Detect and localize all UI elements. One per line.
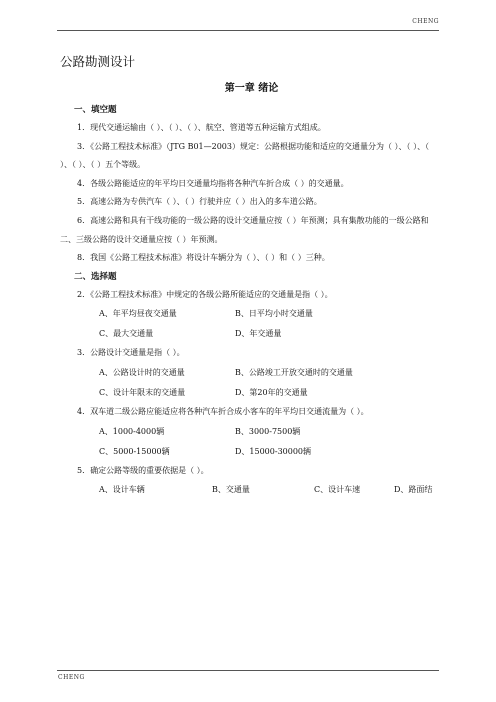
option-a: A、1000-4000辆 (99, 426, 165, 436)
option-row (60, 480, 443, 500)
section-title-choice: 二、选择题 (74, 271, 117, 282)
question-8: 8．我国《公路工程技术标准》将设计车辆分为（ ）、（ ）和（ ）三种。 (77, 253, 330, 263)
option-row (60, 304, 443, 324)
choice-question-4: 4．双车道二级公路应能适应将各种汽车折合成小客车的年平均日交通流量为（ ）。 (77, 406, 369, 416)
choice-question-3: 3．公路设计交通量是指（ ）。 (77, 348, 185, 358)
option-c: C、5000-15000辆 (99, 446, 170, 456)
option-d: D、年交通量 (235, 329, 282, 339)
option-b: B、日平均小时交通量 (235, 309, 313, 319)
option-a: A、年平均昼夜交通量 (99, 309, 177, 319)
document-title: 公路勘测设计 (60, 54, 136, 69)
option-row (60, 422, 443, 442)
choice-question-5: 5．确定公路等级的重要依据是（ ）。 (77, 465, 209, 475)
header-rule (57, 30, 439, 31)
footer-rule (57, 670, 439, 671)
question-6: 6．高速公路和具有干线功能的一级公路的设计交通量应按（ ）年预测；具有集散功能的一级公路和二、三级公路的设计交通量应按（ ）年预测。 (60, 215, 429, 244)
document-body (60, 51, 443, 500)
chapter-heading: 第一章 绪论 (224, 83, 279, 94)
option-d: D、第20年的交通量 (235, 387, 308, 397)
header-tag: CHENG (412, 18, 439, 25)
option-d: D、路面结 (394, 485, 433, 495)
option-a: A、设计车辆 (99, 485, 145, 495)
option-c: C、最大交通量 (99, 329, 154, 339)
option-b: B、交通量 (212, 485, 250, 495)
question-3: 3．《公路工程技术标准》（JTG B01—2003）规定：公路根据功能和适应的交通量分为（ ）、（ ）、（ ）、（ ）、（ ）五个等级。 (60, 141, 430, 170)
option-row (60, 383, 443, 403)
option-c: C、设计车速 (314, 485, 361, 495)
option-c: C、设计年限末的交通量 (99, 387, 186, 397)
section-title-fill: 一、填空题 (74, 105, 117, 115)
question-4: 4．各级公路能适应的年平均日交通量均指将各种汽车折合成（ ）的交通量。 (77, 178, 349, 188)
question-1: 1．现代交通运输由（ ）、（ ）、（ ）、航空、管道等五种运输方式组成。 (77, 123, 326, 132)
option-a: A、公路设计时的交通量 (99, 367, 185, 377)
option-row (60, 363, 443, 383)
option-row (60, 442, 443, 462)
footer-tag: CHENG (58, 674, 85, 681)
option-b: B、3000-7500辆 (235, 426, 301, 436)
option-b: B、公路竣工开放交通时的交通量 (235, 367, 353, 377)
question-5: 5．高速公路为专供汽车（ ）、（ ）行驶并应（ ）出入的多车道公路。 (77, 197, 322, 207)
option-d: D、15000-30000辆 (235, 446, 312, 456)
choice-question-2: 2．《公路工程技术标准》中规定的各级公路所能适应的交通量是指（ ）。 (77, 289, 333, 299)
option-row (60, 324, 443, 344)
